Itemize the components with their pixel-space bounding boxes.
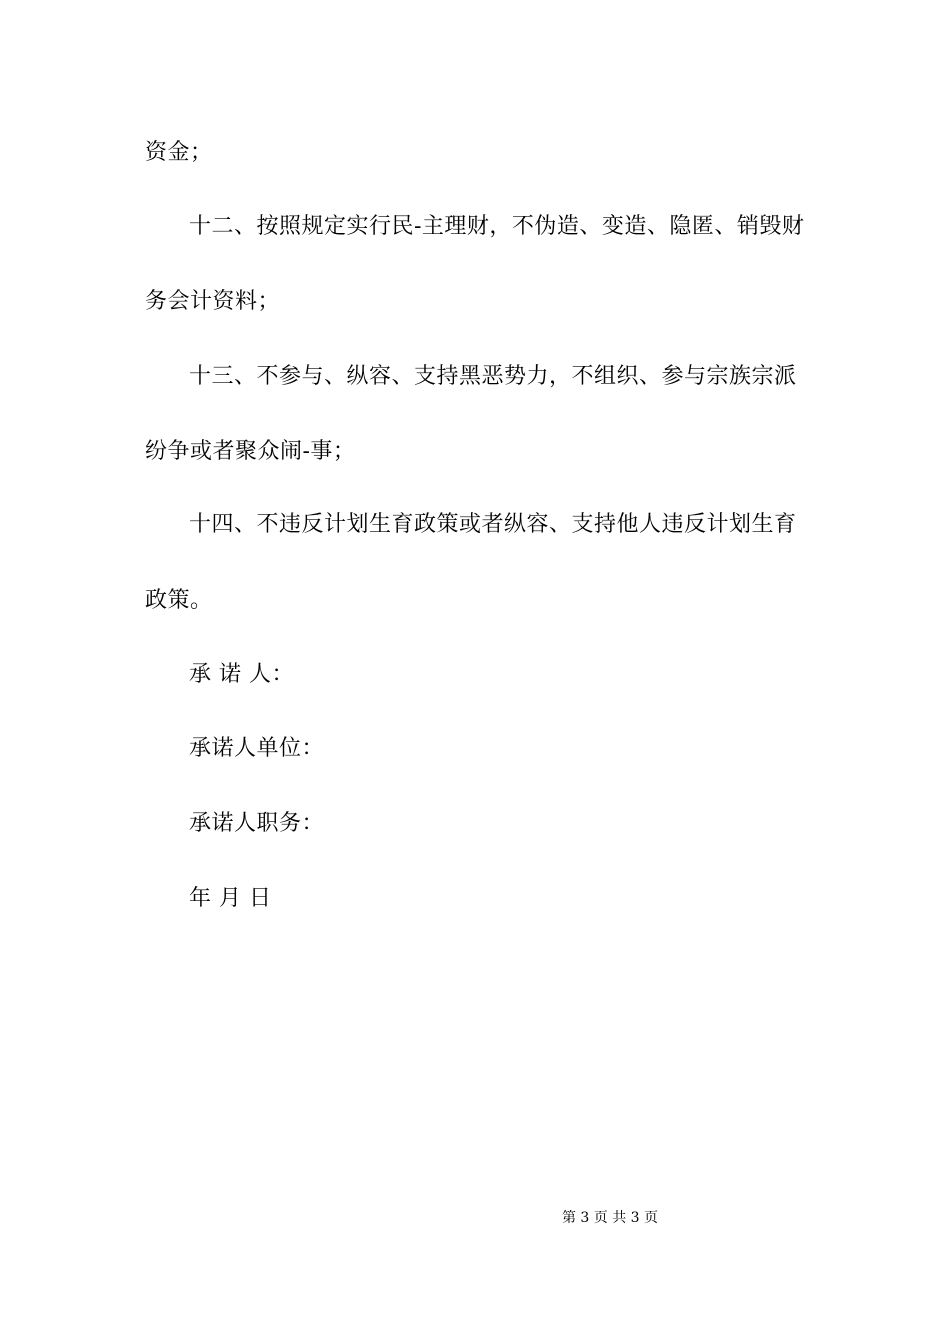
promiser-label: 承 诺 人： [189, 662, 294, 687]
paragraph-line-6: 十四、不违反计划生育政策或者纵容、支持他人违反计划生育 [189, 512, 797, 537]
paragraph-line-1: 资金； [145, 140, 213, 165]
paragraph-line-2: 十二、按照规定实行民-主理财，不伪造、变造、隐匿、销毁财 [189, 214, 805, 239]
promiser-unit-label: 承诺人单位： [189, 736, 325, 761]
date-label: 年 月 日 [189, 886, 272, 911]
paragraph-line-3: 务会计资料； [145, 289, 281, 314]
paragraph-line-4: 十三、不参与、纵容、支持黑恶势力，不组织、参与宗族宗派 [189, 364, 797, 389]
promiser-position-label: 承诺人职务： [189, 811, 325, 836]
paragraph-line-5: 纷争或者聚众闹-事； [145, 439, 356, 464]
page-footer [0, 1208, 950, 1228]
paragraph-line-7: 政策。 [145, 588, 213, 613]
page-number: 第 3 页 共 3 页 [561, 1210, 659, 1226]
